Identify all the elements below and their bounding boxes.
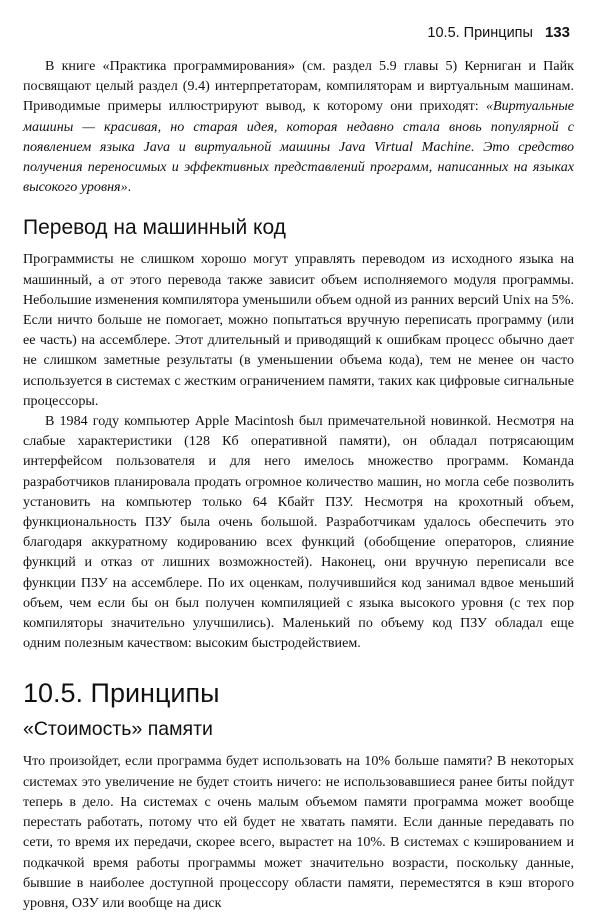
- heading-principles: 10.5. Принципы: [23, 678, 220, 709]
- heading-memory-cost: «Стоимость» памяти: [23, 718, 213, 741]
- translation-paragraph-1: Программисты не слишком хорошо могут управлять переводом из исходного языка на машинный, а от этого перевода также зависит объем исполняемого модуля программы. Небольшие изменения компилятора уменьшили объем одной из ранних версий Unix на 5%. Если ничто больше не помогает, можно попытаться вручную переписать программу (или ее часть) на ассемблере. Этот длительный и приводящий к ошибкам процесс обычно дает не слишком заметные результаты (в уменьшении объема кода), тем не менее он часто используется в системах с жестким ограничением памяти, таких как цифровые сигнальные процессоры.: [23, 251, 574, 409]
- memory-cost-paragraph-1: Что произойдет, если программа будет использовать на 10% больше памяти? В некоторых системах это увеличение не будет стоить ничего: не использовавшиеся ранее биты пойдут теперь в дело. На системах с очень малым объемом памяти программа может вообще перестать работать, потому что ей будет не хватать памяти. Если данные передавать по сети, то время их передачи, скорее всего, вырастет на 10%. В системах с кэшированием и подкачкой время работы программы может значительно возрасти, поскольку данные, бывшие в наиболее доступной процессору области памяти, переместятся в кэш второго уровня, ОЗУ или вообще на диск: [23, 753, 574, 911]
- header-section-title: 10.5. Принципы: [427, 25, 533, 41]
- intro-paragraph: [23, 56, 574, 197]
- page-content: [23, 56, 574, 913]
- page-number: 133: [544, 24, 570, 41]
- intro-quote: «Виртуальные машины — красивая, но старая идея, которая недавно стала вновь популярной с появлением языка Java и виртуальной машины Java Virtual Machine. Это средство получения переносимых и эффективных представлений программ, написанных на языках высокого уровня»: [23, 98, 574, 196]
- intro-text: В книге «Практика программирования» (см. раздел 5.9 главы 5) Керниган и Пайк посвящают целый раздел (9.4) интерпретаторам, компиляторам и виртуальным машинам. Приводимые примеры иллюстрируют вывод, к которому они приходят:: [23, 58, 574, 115]
- translation-paragraph-2: В 1984 году компьютер Apple Macintosh был примечательной новинкой. Несмотря на слабые характеристики (128 Кб оперативной памяти), он обладал потрясающим интерфейсом пользователя и для него имелось множество программ. Команда разработчиков планировала продать огромное количество машин, но могла себе позволить установить на компьютер только 64 Кбайт ПЗУ. Несмотря на крохотный объем, функциональность ПЗУ была очень большой. Разработчикам удалось обеспечить это благодаря аккуратному кодированию всех функций (обобщение операторов, слияние функций и отказ от лишних возможностей). Наконец, они вручную переписали все функции ПЗУ на ассемблере. По их оценкам, получившийся код занимал вдвое меньший объем, чем если бы он был получен компиляцией с языка высокого уровня (с тех пор компиляторы значительно улучшились). Маленький по объему код ПЗУ обладал еще одним полезным качеством: высоким быстродействием.: [23, 413, 574, 652]
- running-header: [427, 24, 570, 41]
- heading-translation: Перевод на машинный код: [23, 216, 286, 240]
- intro-end: .: [127, 179, 132, 196]
